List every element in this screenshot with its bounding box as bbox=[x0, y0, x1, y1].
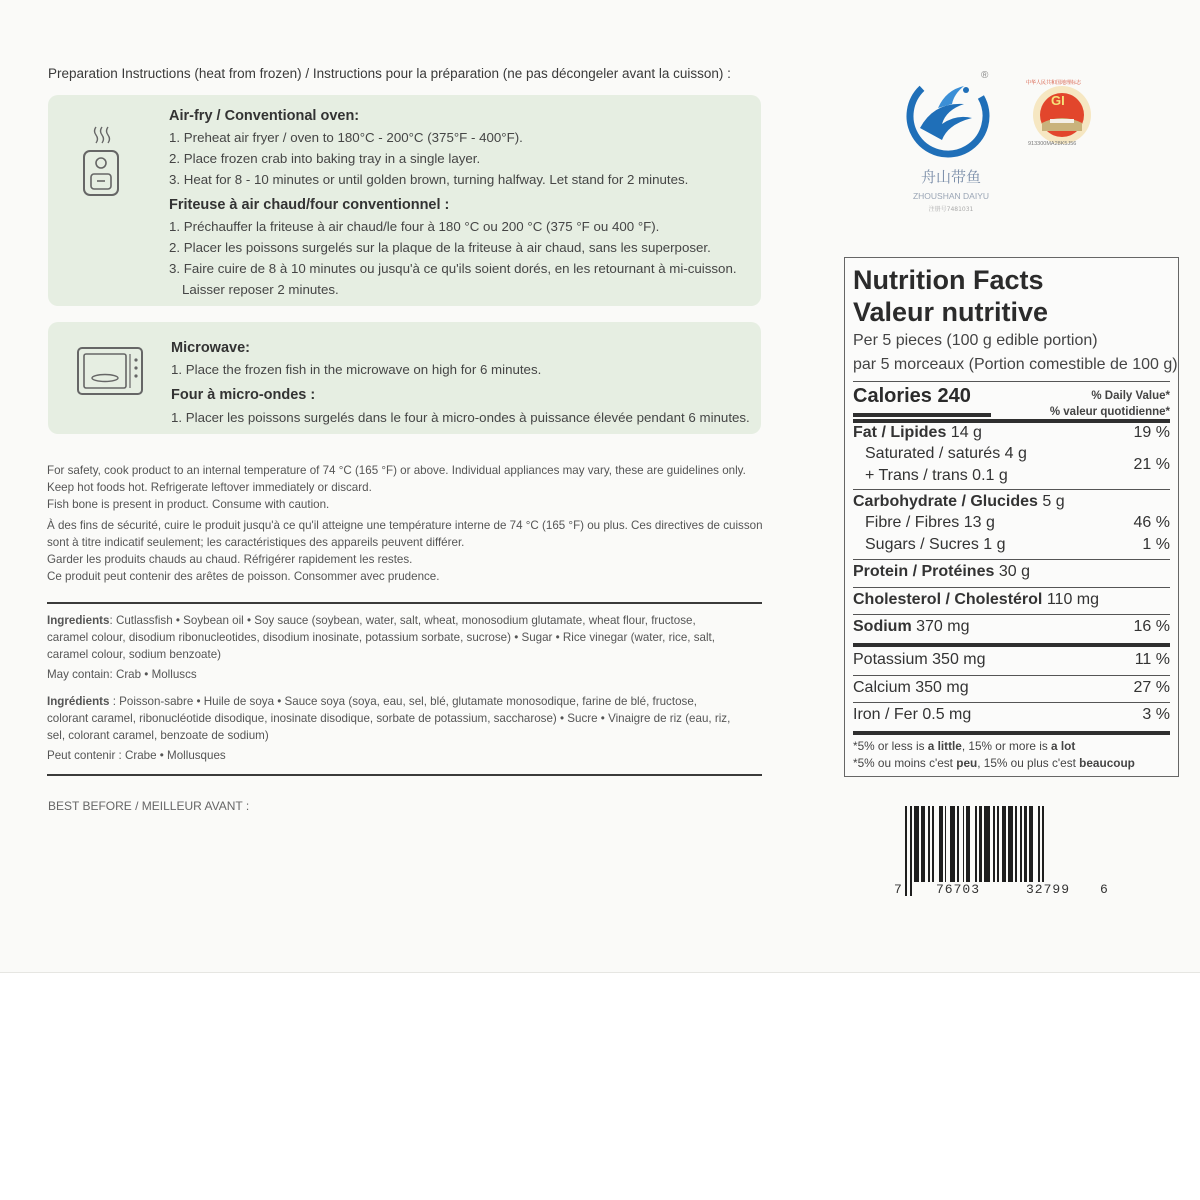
registered-mark: ® bbox=[981, 70, 989, 81]
microwave-panel bbox=[48, 322, 761, 434]
ingredients-en bbox=[47, 612, 715, 683]
barcode-bar bbox=[928, 806, 930, 882]
calcium-percent: 27 % bbox=[1133, 679, 1170, 696]
gi-arc-text: 中华人民共和国地理标志 bbox=[1026, 80, 1082, 86]
barcode-bar bbox=[950, 806, 955, 882]
sat-trans-percent: 21 % bbox=[1133, 456, 1170, 473]
potassium-row bbox=[853, 651, 1170, 669]
nf-thick-divider bbox=[853, 643, 1170, 647]
barcode-bar bbox=[984, 806, 989, 882]
microwave-step-fr: 1. Placer les poissons surgelés dans le four à micro-ondes à puissance élevée pendant 6 minutes. bbox=[171, 410, 750, 425]
footnote-bold: peu bbox=[956, 756, 978, 770]
footnote-bold: beaucoup bbox=[1079, 756, 1135, 770]
barcode-check-digit: 6 bbox=[1100, 882, 1108, 897]
sugars-row bbox=[865, 536, 1170, 554]
airfry-step-en: 1. Preheat air fryer / oven to 180°C - 200°C (375°F - 400°F). bbox=[169, 130, 523, 145]
nutrition-footnote bbox=[853, 738, 1135, 772]
calories-label: Calories bbox=[853, 385, 932, 407]
ingredients-bottom-rule bbox=[47, 774, 762, 776]
saturated-row bbox=[865, 445, 1170, 463]
serving-size-en: Per 5 pieces (100 g edible portion) bbox=[853, 332, 1098, 349]
potassium-label: Potassium bbox=[853, 651, 928, 668]
fat-label: Fat / Lipides bbox=[853, 424, 947, 441]
barcode-bar bbox=[932, 806, 934, 882]
cholesterol-label: Cholesterol / Cholestérol bbox=[853, 591, 1043, 608]
barcode-bar bbox=[910, 806, 912, 896]
saturated-value: 4 g bbox=[1004, 445, 1027, 462]
safety-line: For safety, cook product to an internal temperature of 74 °C (165 °F) or above. Individual appliances may vary, these are guidelines only. bbox=[47, 464, 746, 477]
barcode-bar bbox=[979, 806, 983, 882]
carbohydrate-label: Carbohydrate / Glucides bbox=[853, 493, 1038, 510]
safety-line: Keep hot foods hot. Refrigerate leftover immediately or discard. bbox=[47, 481, 372, 494]
nf-divider bbox=[853, 559, 1170, 560]
airfry-step-en: 2. Place frozen crab into baking tray in a single layer. bbox=[169, 151, 481, 166]
calories-value: 240 bbox=[937, 385, 971, 407]
fat-row bbox=[853, 424, 1170, 442]
barcode-bar bbox=[1008, 806, 1013, 882]
airfry-step-fr: 1. Préchauffer la friteuse à air chaud/le four à 180 °C ou 200 °C (375 °F ou 400 °F). bbox=[169, 219, 660, 234]
nf-divider bbox=[853, 675, 1170, 676]
calcium-value: 350 mg bbox=[915, 679, 969, 696]
footnote-bold: a lot bbox=[1051, 739, 1076, 753]
barcode-bar bbox=[1024, 806, 1028, 882]
calcium-row bbox=[853, 679, 1170, 697]
sodium-value: 370 mg bbox=[916, 618, 970, 635]
preparation-heading: Preparation Instructions (heat from frozen) / Instructions pour la préparation (ne pas décongeler avant la cuisson) : bbox=[48, 66, 731, 81]
potassium-percent: 11 % bbox=[1134, 651, 1170, 668]
barcode-bar bbox=[939, 806, 943, 882]
safety-line: À des fins de sécurité, cuire le produit jusqu'à ce qu'il atteigne une température interne de 74 °C (165 °F) ou plus. Ces directives de cuisson bbox=[47, 519, 763, 532]
microwave-step-en: 1. Place the frozen fish in the microwave on high for 6 minutes. bbox=[171, 362, 542, 377]
nf-divider bbox=[853, 587, 1170, 588]
iron-percent: 3 % bbox=[1142, 706, 1170, 723]
trans-label: + Trans / trans bbox=[865, 467, 968, 484]
gi-label: GI bbox=[1051, 93, 1065, 108]
sodium-row bbox=[853, 618, 1170, 636]
footnote-text: , 15% ou plus c'est bbox=[977, 756, 1080, 770]
sugars-label: Sugars / Sucres bbox=[865, 536, 979, 553]
iron-row bbox=[853, 706, 1170, 724]
airfry-steps-fr bbox=[169, 216, 737, 300]
footnote-bold: a little bbox=[927, 739, 962, 753]
safety-notes bbox=[47, 462, 763, 585]
nutrition-title-fr: Valeur nutritive bbox=[853, 297, 1049, 327]
barcode-left-digits: 76703 bbox=[916, 882, 1000, 897]
zhoushan-daiyu-logo bbox=[906, 68, 996, 218]
ingredients-text-fr: sel, colorant caramel, benzoate de sodium) bbox=[47, 729, 269, 742]
fat-value: 14 g bbox=[950, 424, 982, 441]
ingredients-label-en: Ingredients bbox=[47, 614, 110, 627]
barcode-bar bbox=[1015, 806, 1017, 882]
airfry-steps-en bbox=[169, 127, 688, 190]
carbohydrate-row bbox=[853, 493, 1170, 511]
ingredients-text-fr: colorant caramel, ribonucléotide disodique, inosinate disodique, sorbate de potassium, saccharose) • Sucre • Vinaigre de riz (eau, riz, bbox=[47, 712, 731, 725]
microwave-icon bbox=[76, 346, 144, 398]
barcode-bar bbox=[1020, 806, 1022, 882]
barcode-bar bbox=[1038, 806, 1040, 882]
daily-value-header bbox=[1050, 388, 1170, 420]
ingredients-text-en: caramel colour, sodium benzoate) bbox=[47, 648, 221, 661]
airfry-title-fr: Friteuse à air chaud/four conventionnel : bbox=[169, 197, 450, 213]
airfry-panel bbox=[48, 95, 761, 306]
may-contain-fr: Peut contenir : Crabe • Mollusques bbox=[47, 749, 226, 762]
footnote-fr bbox=[853, 755, 1135, 772]
potassium-value: 350 mg bbox=[932, 651, 986, 668]
ingredients-text-en: caramel colour, disodium ribonucleotides, disodium inosinate, potassium sorbate, sucrose) • Sugar • Rice vinegar (water, rice, salt, bbox=[47, 631, 715, 644]
cholesterol-row bbox=[853, 591, 1170, 609]
safety-line: Garder les produits chauds au chaud. Réfrigérer rapidement les restes. bbox=[47, 553, 413, 566]
microwave-title-en: Microwave: bbox=[171, 340, 250, 356]
nf-thick-divider bbox=[853, 731, 1170, 735]
nf-divider bbox=[853, 702, 1170, 703]
fat-percent: 19 % bbox=[1133, 424, 1170, 441]
barcode-bar bbox=[993, 806, 995, 882]
protein-label: Protein / Protéines bbox=[853, 563, 995, 580]
trans-value: 0.1 g bbox=[972, 467, 1008, 484]
airfry-step-fr: 3. Faire cuire de 8 à 10 minutes ou jusqu'à ce qu'ils soient dorés, en les retournant à mi-cuisson. bbox=[169, 261, 737, 276]
footnote-text: *5% or less is bbox=[853, 739, 928, 753]
sugars-value: 1 g bbox=[983, 536, 1006, 553]
barcode-bar bbox=[914, 806, 919, 882]
cholesterol-value: 110 mg bbox=[1046, 591, 1100, 608]
barcode-bar bbox=[966, 806, 970, 882]
fibre-value: 13 g bbox=[963, 514, 995, 531]
logo-romanized-text: ZHOUSHAN DAIYU bbox=[912, 191, 990, 201]
barcode-bar bbox=[1029, 806, 1033, 882]
ingredients-label-fr: Ingrédients bbox=[47, 695, 110, 708]
best-before-label: BEST BEFORE / MEILLEUR AVANT : bbox=[48, 799, 250, 813]
saturated-label: Saturated / saturés bbox=[865, 445, 1001, 462]
gi-seal bbox=[1024, 80, 1104, 157]
footnote-text: , 15% or more is bbox=[961, 739, 1052, 753]
may-contain-en: May contain: Crab • Molluscs bbox=[47, 668, 197, 681]
iron-label: Iron / Fer bbox=[853, 706, 918, 723]
logo-registration-number: 注册号7481031 bbox=[928, 206, 974, 213]
ingredients-text-fr: : Poisson-sabre • Huile de soya • Sauce soya (soya, eau, sel, blé, glutamate monosodique, farine de blé, fructose, bbox=[109, 695, 697, 708]
protein-value: 30 g bbox=[998, 563, 1030, 580]
barcode-bar bbox=[1002, 806, 1006, 882]
airfry-step-fr: 2. Placer les poissons surgelés sur la plaque de la friteuse à air chaud, sans les superposer. bbox=[169, 240, 711, 255]
airfry-title-en: Air-fry / Conventional oven: bbox=[169, 108, 360, 124]
sodium-label: Sodium bbox=[853, 618, 912, 635]
footnote-en bbox=[853, 738, 1135, 755]
safety-line: sont à titre indicatif seulement; les caractéristiques des appareils peuvent différer. bbox=[47, 536, 465, 549]
microwave-title-fr: Four à micro-ondes : bbox=[171, 387, 316, 403]
safety-line: Ce produit peut contenir des arêtes de poisson. Consommer avec prudence. bbox=[47, 570, 440, 583]
sodium-percent: 16 % bbox=[1133, 618, 1170, 635]
airfry-step-fr: Laisser reposer 2 minutes. bbox=[182, 282, 339, 297]
air-fryer-icon bbox=[78, 121, 124, 201]
gi-code: 913300MA28K5J56 bbox=[1028, 141, 1077, 147]
safety-line: Fish bone is present in product. Consume with caution. bbox=[47, 498, 330, 511]
nf-divider bbox=[853, 614, 1170, 615]
fibre-row bbox=[865, 514, 1170, 532]
barcode-right-digits: 32799 bbox=[1006, 882, 1090, 897]
serving-size-fr: par 5 morceaux (Portion comestible de 100 g) bbox=[853, 356, 1178, 373]
fibre-label: Fibre / Fibres bbox=[865, 514, 960, 531]
trans-row bbox=[865, 467, 1170, 485]
daily-value-fr: % valeur quotidienne* bbox=[1049, 406, 1170, 418]
calcium-label: Calcium bbox=[853, 679, 911, 696]
nutrition-title-en: Nutrition Facts bbox=[853, 265, 1044, 295]
ingredients-top-rule bbox=[47, 602, 762, 604]
barcode-bar bbox=[957, 806, 959, 882]
barcode-bar bbox=[921, 806, 925, 882]
nf-divider bbox=[853, 489, 1170, 490]
barcode-bar bbox=[997, 806, 999, 882]
ingredients-text-en: : Cutlassfish • Soybean oil • Soy sauce (soybean, water, salt, wheat, monosodium glutamate, wheat flour, fructose, bbox=[109, 614, 696, 627]
protein-row bbox=[853, 563, 1170, 581]
nutrition-facts-table bbox=[844, 257, 1179, 777]
footnote-text: *5% ou moins c'est bbox=[853, 756, 957, 770]
logo-chinese-text: 舟山带鱼 bbox=[920, 168, 981, 186]
airfry-step-en: 3. Heat for 8 - 10 minutes or until golden brown, turning halfway. Let stand for 2 minutes. bbox=[169, 172, 689, 187]
nf-divider bbox=[853, 381, 1170, 382]
calories-row bbox=[853, 385, 971, 408]
fish-wave-logo-icon bbox=[906, 68, 996, 160]
daily-value-en: % Daily Value* bbox=[1091, 390, 1170, 402]
calories-underline bbox=[853, 413, 991, 417]
fibre-percent: 46 % bbox=[1133, 514, 1170, 531]
barcode-bar bbox=[963, 806, 965, 882]
iron-value: 0.5 mg bbox=[922, 706, 972, 723]
sugars-percent: 1 % bbox=[1142, 536, 1170, 553]
ingredients-fr bbox=[47, 693, 730, 764]
barcode-first-digit: 7 bbox=[894, 882, 902, 897]
carbohydrate-value: 5 g bbox=[1042, 493, 1065, 510]
nf-thick-divider bbox=[853, 419, 1170, 423]
barcode-bar bbox=[945, 806, 947, 882]
barcode-bar bbox=[905, 806, 907, 896]
